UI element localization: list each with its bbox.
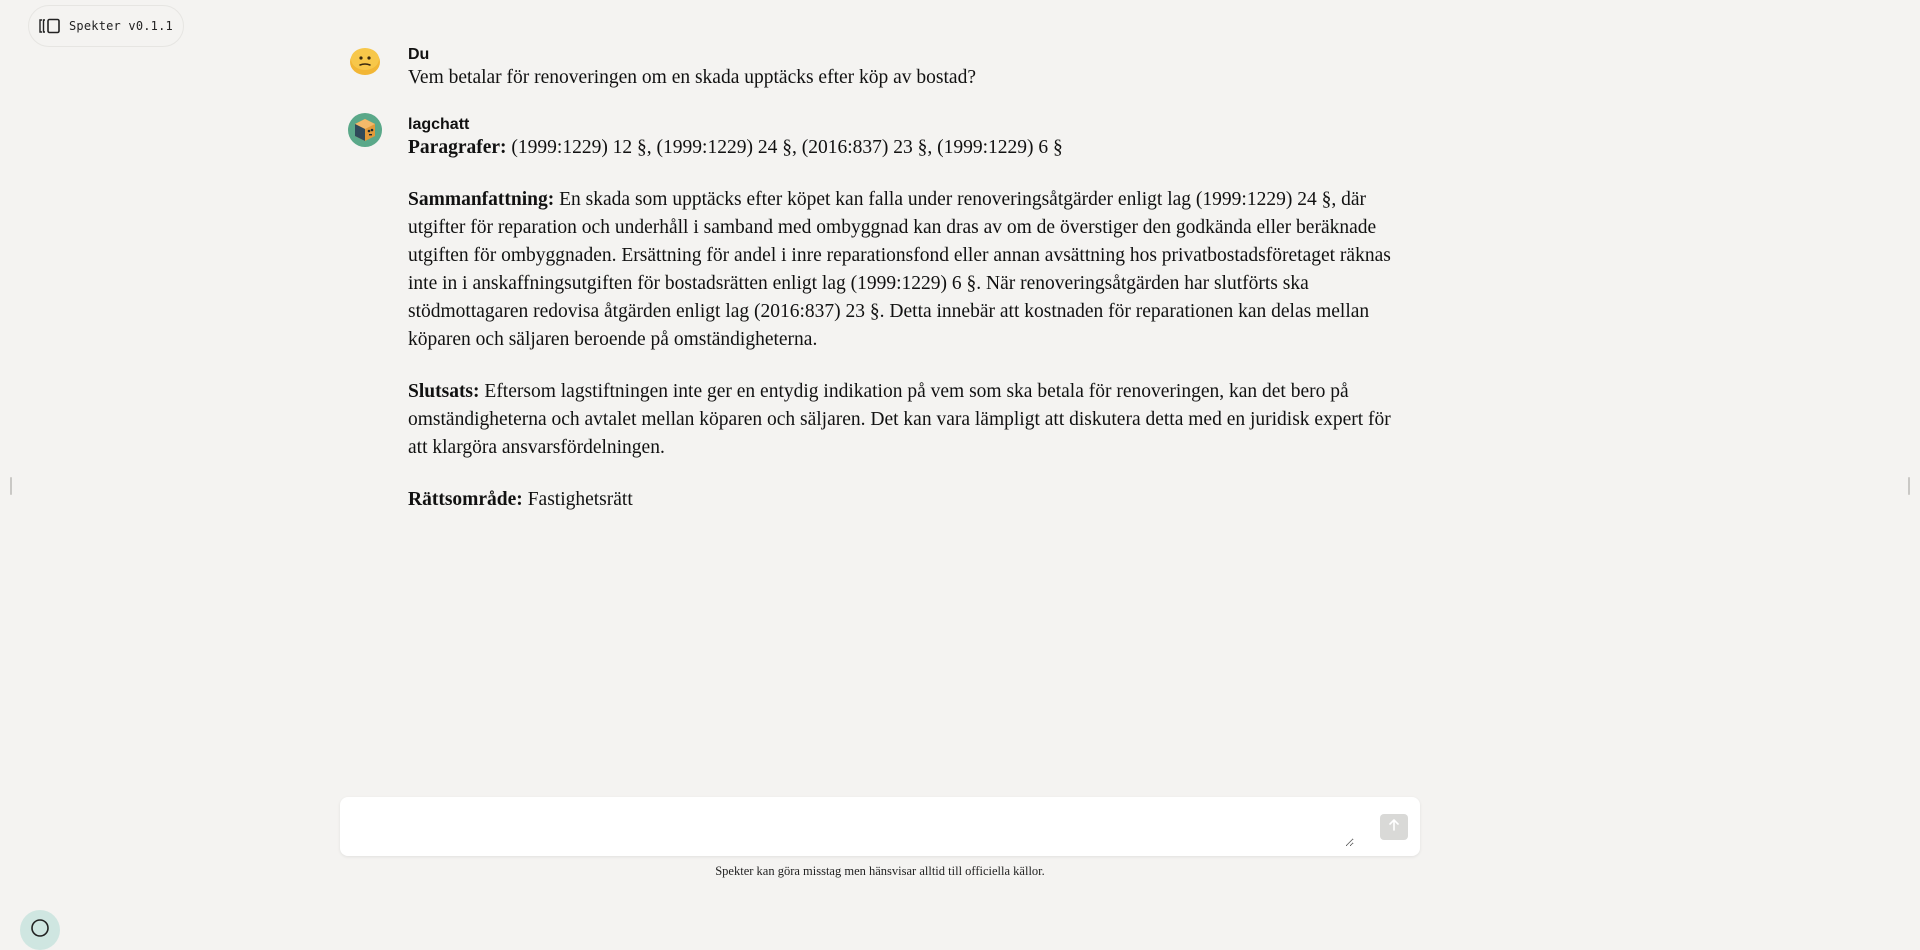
right-resize-handle[interactable]: [1908, 477, 1910, 495]
section-label: Sammanfattning:: [408, 189, 555, 210]
left-resize-handle[interactable]: [10, 477, 12, 495]
section-text: Eftersom lagstiftningen inte ger en entydig indikation på vem som ska betala för renoveringen, kan det bero på omständigheterna och avtalet mellan köparen och säljaren. Det kan vara lämpligt att diskutera detta med en juridisk expert för att klargöra ansvarsfördelningen.: [408, 381, 1391, 458]
sidebar-toggle-button[interactable]: [28, 5, 184, 47]
sender-name: lagchatt: [408, 116, 470, 133]
disclaimer-text: Spekter kan göra misstag men hänsvisar alltid till officiella källor.: [715, 864, 1045, 878]
app-title: Spekter v0.1.1: [69, 19, 173, 33]
section-label: Slutsats:: [408, 381, 480, 402]
legal-area-section: [408, 486, 1398, 514]
sidebar-icon: [38, 18, 62, 34]
conversation: [348, 40, 1398, 514]
sender-name: Du: [408, 46, 430, 63]
assistant-message-text: [408, 134, 1398, 514]
section-label: Rättsområde:: [408, 489, 523, 510]
message-composer: [340, 797, 1420, 856]
summary-section: [408, 186, 1398, 354]
user-message-text: Vem betalar för renoveringen om en skada upptäcks efter köp av bostad?: [408, 67, 976, 88]
section-text: (1999:1229) 12 §, (1999:1229) 24 §, (2016:837) 23 §, (1999:1229) 6 §: [506, 137, 1063, 158]
paragraphs-section: [408, 134, 1398, 162]
arrow-up-icon: [1387, 818, 1401, 837]
message-input[interactable]: [354, 805, 1354, 847]
assistant-avatar-icon: [348, 113, 382, 147]
assistant-message: [348, 110, 1398, 514]
section-text: En skada som upptäcks efter köpet kan falla under renoveringsåtgärder enligt lag (1999:1229) 24 §, där utgifter för reparation och underhåll i samband med ombyggnad kan dras av om de överstiger den godkända eller beräknade utgiften för ombyggnaden. Ersättning för andel i inre reparationsfond eller annan avsättning hos privatbostadsföretaget räknas inte in i anskaffningsutgiften för bostadsrätten enligt lag (1999:1229) 6 §. När renoveringsåtgärden har slutförts ska stödmottagaren redovisa åtgärden enligt lag (2016:837) 23 §. Detta innebär att kostnaden för reparationen kan delas mellan köparen och säljaren beroende på omständigheterna.: [408, 189, 1391, 350]
conclusion-section: [408, 378, 1398, 462]
send-button[interactable]: [1380, 814, 1408, 840]
help-button[interactable]: [20, 910, 60, 950]
user-avatar-icon: [348, 43, 382, 77]
user-message: [348, 40, 1398, 92]
section-label: Paragrafer:: [408, 137, 507, 158]
section-text: Fastighetsrätt: [522, 489, 633, 510]
chat-bubble-icon: [30, 918, 50, 943]
